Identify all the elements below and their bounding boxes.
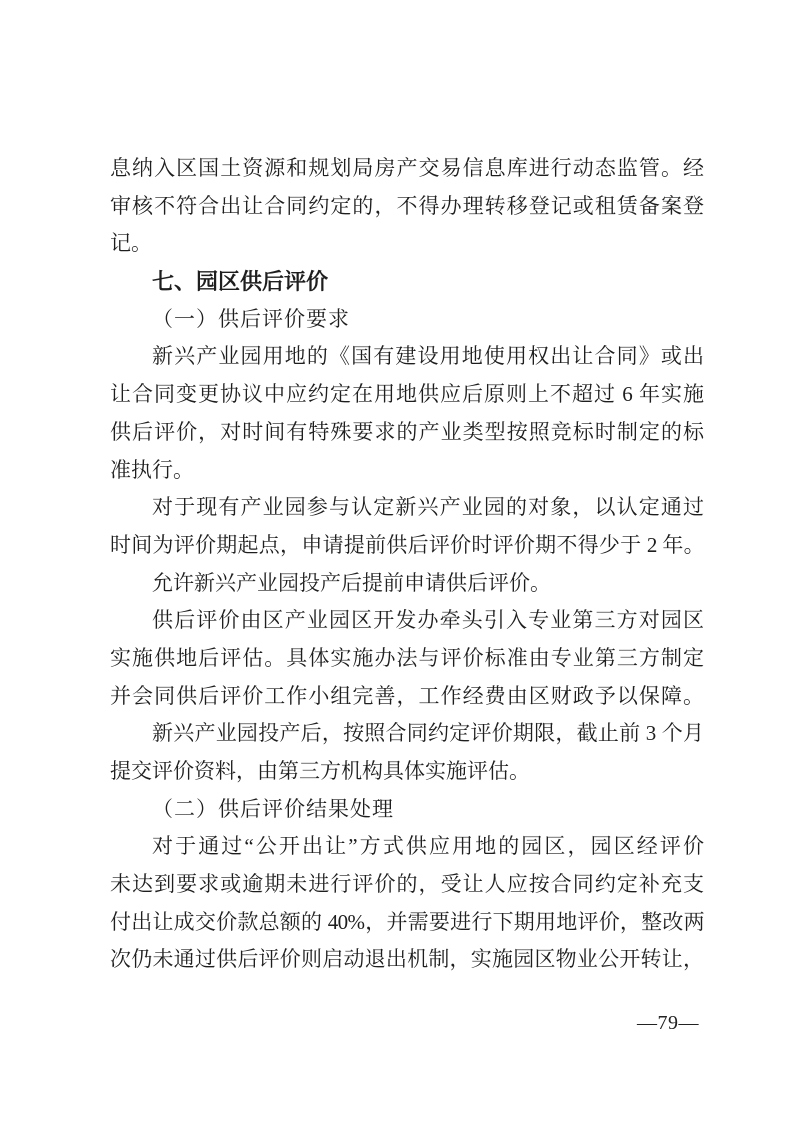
subsection-heading: （二）供后评价结果处理	[152, 796, 394, 821]
body-text-line: 实施供地后评估。具体实施办法与评价标准由专业第三方制定	[110, 645, 704, 670]
body-text-line: 允许新兴产业园投产后提前申请供后评价。	[152, 570, 551, 595]
body-text-line: 付出让成交价款总额的 40%，并需要进行下期用地评价，整改两	[110, 909, 704, 934]
body-text-line: 供后评价，对时间有特殊要求的产业类型按照竞标时制定的标	[110, 419, 704, 444]
body-text-line: 提交评价资料，由第三方机构具体实施评估。	[110, 759, 530, 783]
body-text-line: 审核不符合出让合同约定的，不得办理转移登记或租赁备案登	[110, 193, 704, 218]
body-text-line: 对于现有产业园参与认定新兴产业园的对象，以认定通过	[152, 495, 704, 520]
body-text-line: 新兴产业园投产后，按照合同约定评价期限，截止前 3 个月	[152, 721, 704, 746]
page-number: —79—	[637, 1012, 699, 1034]
body-text-line: 并会同供后评价工作小组完善，工作经费由区财政予以保障。	[110, 683, 704, 708]
document-body	[110, 150, 704, 979]
body-text-line: 未达到要求或逾期未进行评价的，受让人应按合同约定补充支	[110, 872, 704, 897]
body-text-line: 记。	[110, 231, 152, 256]
body-text-line: 供后评价由区产业园区开发办牵头引入专业第三方对园区	[152, 608, 704, 633]
body-text-line: 时间为评价期起点，申请提前供后评价时评价期不得少于 2 年。	[110, 532, 704, 557]
body-text-line: 息纳入区国土资源和规划局房产交易信息库进行动态监管。经	[110, 156, 704, 180]
body-text-line: 对于通过“公开出让”方式供应用地的园区，园区经评价	[152, 834, 704, 859]
body-text-line: 准执行。	[110, 457, 194, 482]
body-text-line: 新兴产业园用地的《国有建设用地使用权出让合同》或出	[152, 344, 704, 369]
subsection-heading: （一）供后评价要求	[152, 306, 350, 331]
section-heading: 七、园区供后评价	[152, 269, 329, 295]
body-text-line: 让合同变更协议中应约定在用地供应后原则上不超过 6 年实施	[110, 382, 704, 407]
body-text-line: 次仍未通过供后评价则启动退出机制，实施园区物业公开转让，	[110, 947, 704, 972]
